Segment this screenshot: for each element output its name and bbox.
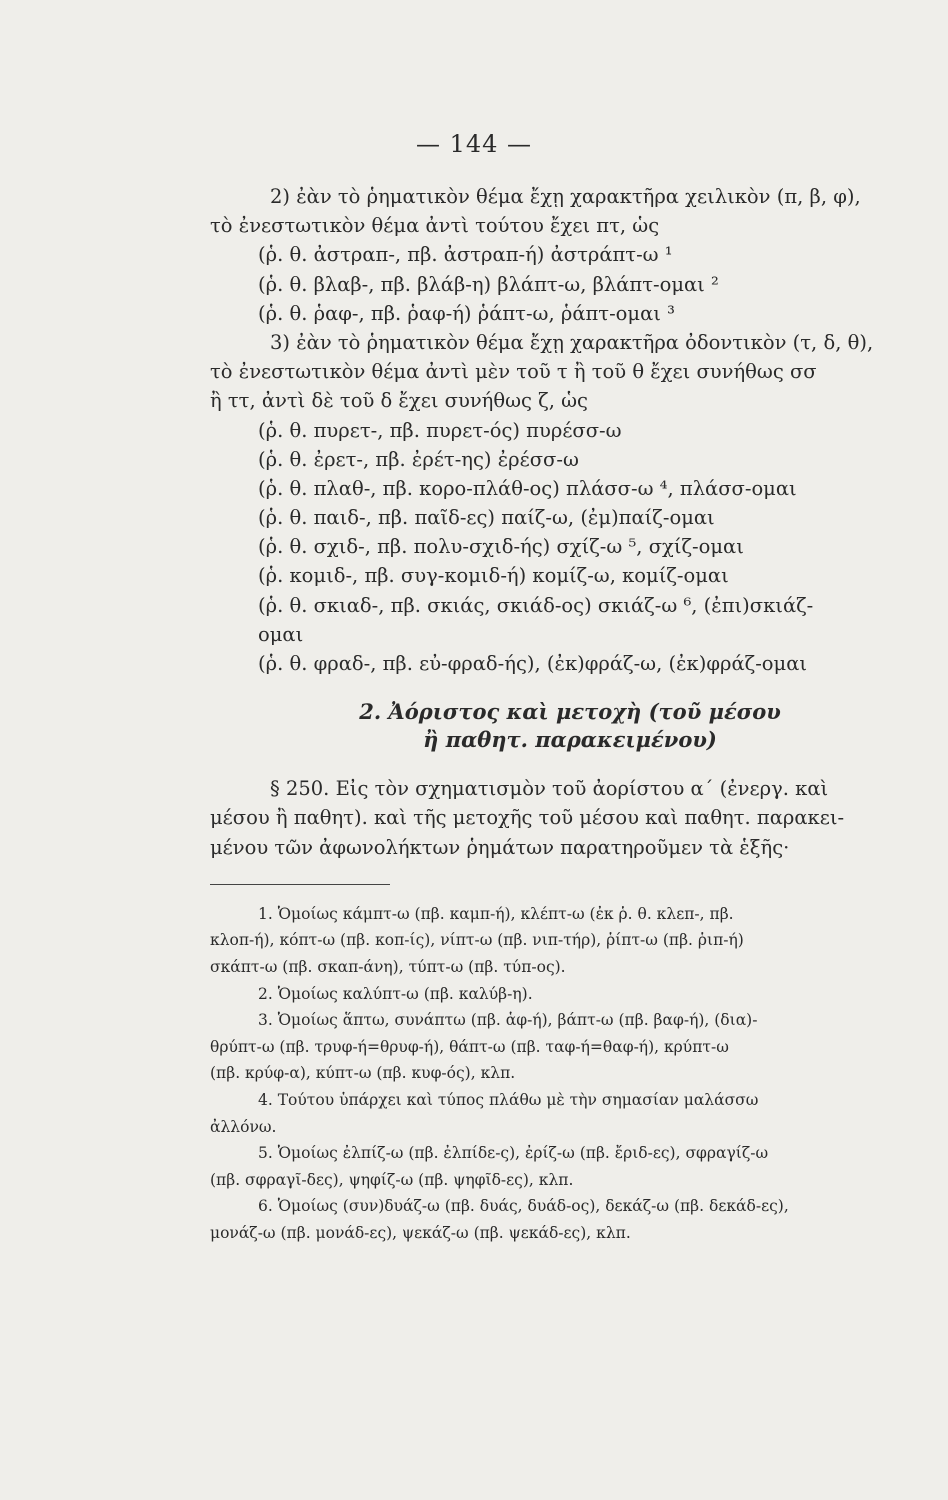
body-line: 2) ἐὰν τὸ ῥηματικὸν θέμα ἔχῃ χαρακτῆρα χειλικὸν (π, β, φ), [270, 185, 861, 208]
footnote-line: 5. Ὁμοίως ἐλπίζ-ω (πβ. ἐλπίδε-ς), ἐρίζ-ω (πβ. ἔριδ-ες), σφραγίζ-ω [258, 1144, 769, 1163]
paragraph-line: § 250. Εἰς τὸν σχηματισμὸν τοῦ ἀορίστου α΄ (ἐνεργ. καὶ [270, 777, 829, 801]
example-line: (ῥ. θ. φραδ-, πβ. εὐ-φραδ-ής), (ἐκ)φράζ-ω, (ἐκ)φράζ-ομαι [258, 652, 808, 675]
footnote-line: κλοπ-ή), κόπτ-ω (πβ. κοπ-ίς), νίπτ-ω (πβ. νιπ-τήρ), ῥίπτ-ω (πβ. ῥιπ-ή) [210, 931, 744, 950]
example-line: (ῥ. κομιδ-, πβ. συγ-κομιδ-ή) κομίζ-ω, κομίζ-ομαι [258, 564, 729, 588]
footnote-line: (πβ. σφραγῖ-δες), ψηφίζ-ω (πβ. ψηφῖδ-ες), κλπ. [210, 1170, 574, 1189]
section-heading-line: 2. Ἀόριστος καὶ μετοχὴ (τοῦ μέσου [359, 699, 781, 725]
example-line: (ῥ. θ. ῥαφ-, πβ. ῥαφ-ή) ῥάπτ-ω, ῥάπτ-ομαι ³ [258, 301, 675, 325]
paragraph-line: μένου τῶν ἀφωνολήκτων ῥημάτων παρατηροῦμεν τὰ ἑξῆς· [210, 835, 790, 859]
example-line: (ῥ. θ. ἐρετ-, πβ. ἐρέτ-ης) ἐρέσσ-ω [258, 447, 579, 471]
body-line: ἢ ττ, ἀντὶ δὲ τοῦ δ ἔχει συνήθως ζ, ὡς [210, 389, 588, 413]
paragraph-line: μέσου ἢ παθητ). καὶ τῆς μετοχῆς τοῦ μέσου καὶ παθητ. παρακει- [210, 806, 845, 830]
example-line: (ῥ. θ. σκιαδ-, πβ. σκιάς, σκιάδ-ος) σκιάζ-ω ⁶, (ἐπι)σκιάζ- [258, 593, 814, 617]
example-line: (ῥ. θ. ἀστραπ-, πβ. ἀστραπ-ή) ἀστράπτ-ω ¹ [258, 243, 673, 267]
footnote-line: σκάπτ-ω (πβ. σκαπ-άνη), τύπτ-ω (πβ. τύπ-ος). [210, 957, 566, 976]
footnote-line: (πβ. κρύφ-α), κύπτ-ω (πβ. κυφ-ός), κλπ. [210, 1064, 516, 1083]
footnote-line: 6. Ὁμοίως (συν)δυάζ-ω (πβ. δυάς, δυάδ-ος), δεκάζ-ω (πβ. δεκάδ-ες), [258, 1197, 789, 1216]
footnote-line: ἀλλόνω. [210, 1117, 277, 1136]
main-text [210, 182, 930, 1246]
example-line: (ῥ. θ. πυρετ-, πβ. πυρετ-ός) πυρέσσ-ω [258, 418, 622, 442]
footnote-line: μονάζ-ω (πβ. μονάδ-ες), ψεκάζ-ω (πβ. ψεκάδ-ες), κλπ. [210, 1223, 631, 1242]
example-line: (ῥ. θ. βλαβ-, πβ. βλάβ-η) βλάπτ-ω, βλάπτ-ομαι ² [258, 272, 719, 296]
example-line: ομαι [258, 622, 304, 646]
body-line: τὸ ἐνεστωτικὸν θέμα ἀντὶ μὲν τοῦ τ ἢ τοῦ θ ἔχει συνήθως σσ [210, 360, 817, 384]
section-heading [210, 698, 930, 754]
footnote-line: 4. Τούτου ὑπάρχει καὶ τύπος πλάθω μὲ τὴν σημασίαν μαλάσσω [258, 1090, 759, 1109]
footnote-line: 2. Ὁμοίως καλύπτ-ω (πβ. καλύβ-η). [258, 984, 533, 1003]
body-line: 3) ἐὰν τὸ ῥηματικὸν θέμα ἔχῃ χαρακτῆρα ὀδοντικὸν (τ, δ, θ), [270, 330, 874, 354]
example-line: (ῥ. θ. πλαθ-, πβ. κορο-πλάθ-ος) πλάσσ-ω ⁴, πλάσσ-ομαι [258, 476, 797, 500]
footnote-divider [210, 884, 390, 885]
footnote-line: 1. Ὁμοίως κάμπτ-ω (πβ. καμπ-ή), κλέπτ-ω (ἐκ ῥ. θ. κλεπ-, πβ. [258, 904, 734, 923]
example-line: (ῥ. θ. παιδ-, πβ. παῖδ-ες) παίζ-ω, (ἐμ)παίζ-ομαι [258, 506, 715, 530]
footnote-line: 3. Ὁμοίως ἅπτω, συνάπτω (πβ. ἁφ-ή), βάπτ-ω (πβ. βαφ-ή), (δια)- [258, 1011, 758, 1030]
footnote-line: θρύπτ-ω (πβ. τρυφ-ή=θρυφ-ή), θάπτ-ω (πβ. ταφ-ή=θαφ-ή), κρύπτ-ω [210, 1037, 729, 1056]
body-line: τὸ ἐνεστωτικὸν θέμα ἀντὶ τούτου ἔχει πτ, ὡς [210, 214, 660, 238]
section-heading-line: ἢ παθητ. παρακειμένου) [423, 727, 717, 753]
page-number: — 144 — [415, 130, 533, 158]
example-line: (ῥ. θ. σχιδ-, πβ. πολυ-σχιδ-ής) σχίζ-ω ⁵, σχίζ-ομαι [258, 535, 744, 559]
